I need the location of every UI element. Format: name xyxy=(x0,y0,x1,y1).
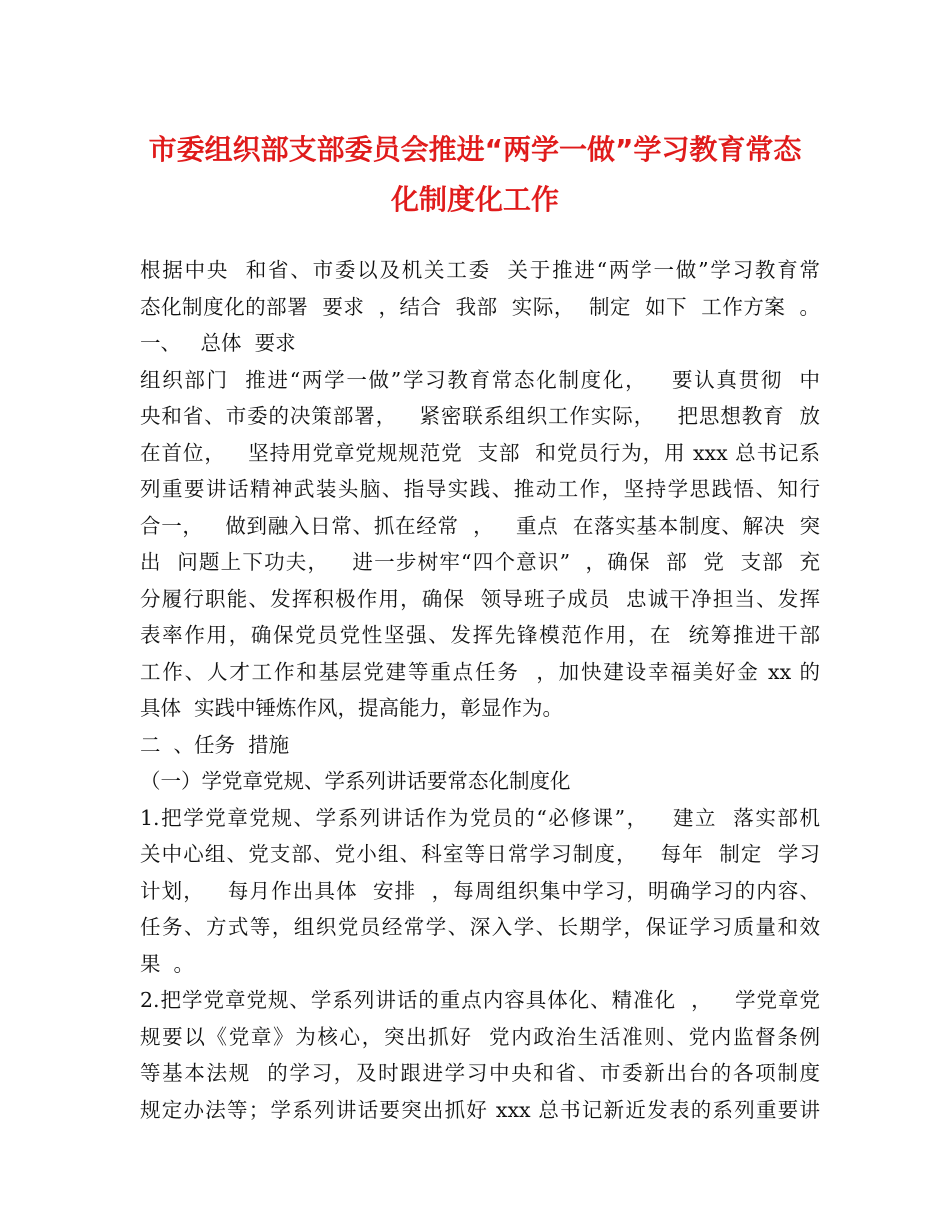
body-line: 分履行职能、发挥积极作用，确保 领导班子成员 忠诚干净担当、发挥 xyxy=(140,586,820,611)
body-line: 任务、方式等，组织党员经常学、深入学、长期学，保证学习质量和效 xyxy=(140,915,820,939)
body-line: 2.把学党章党规、学系列讲话的重点内容具体化、精准化 ， 学党章党 xyxy=(140,988,820,1012)
subsection-heading: （一）学党章党规、学系列讲话要常态化制度化 xyxy=(140,769,571,793)
body-line: 果 。 xyxy=(140,951,195,976)
body-line: 态化制度化的部署 要求 ，结合 我部 实际， 制定 如下 工作方案 。 xyxy=(140,294,820,319)
body-line: 组织部门 推进“两学一做”学习教育常态化制度化， 要认真贯彻 中 xyxy=(140,367,820,392)
body-line: 列重要讲话精神武装头脑、指导实践、推动工作，坚持学思践悟、知行 xyxy=(140,477,820,501)
body-line: 规要以《党章》为核心，突出抓好 党内政治生活准则、党内监督条例 xyxy=(140,1024,820,1049)
title-line-1: 市委组织部支部委员会推进“两学一做”学习教育常态 xyxy=(148,133,802,166)
title-line-2: 化制度化工作 xyxy=(390,183,559,216)
body-line: 规定办法等；学系列讲话要突出抓好 xxx 总书记新近发表的系列重要讲 xyxy=(140,1097,820,1122)
body-line: 等基本法规 的学习，及时跟进学习中央和省、市委新出台的各项制度 xyxy=(140,1061,820,1085)
body-line: 工作、人才工作和基层党建等重点任务 ，加快建设幸福美好金 xx 的 xyxy=(140,659,820,684)
body-line: 关中心组、党支部、党小组、科室等日常学习制度， 每年 制定 学习 xyxy=(140,842,820,866)
body-line: 在首位， 坚持用党章党规规范党 支部 和党员行为，用 xxx 总书记系 xyxy=(140,440,820,465)
document-title xyxy=(130,125,820,225)
body-line: 合一， 做到融入日常、抓在经常 ， 重点 在落实基本制度、解决 突 xyxy=(140,513,820,538)
body-line: 1.把学党章党规、学系列讲话作为党员的“必修课”， 建立 落实部机 xyxy=(140,805,820,830)
body-line: 计划， 每月作出具体 安排 ，每周组织集中学习，明确学习的内容、 xyxy=(140,878,820,903)
body-line: 央和省、市委的决策部署， 紧密联系组织工作实际， 把思想教育 放 xyxy=(140,404,820,428)
body-line: 表率作用，确保党员党性坚强、发挥先锋模范作用，在 统筹推进干部 xyxy=(140,623,820,647)
section-heading: 二 、任务 措施 xyxy=(140,732,290,757)
body-line: 出 问题上下功夫， 进一步树牢“四个意识” ，确保 部 党 支部 充 xyxy=(140,550,820,574)
body-line: 根据中央 和省、市委以及机关工委 关于推进“两学一做”学习教育常 xyxy=(140,258,820,282)
section-heading: 一、 总体 要求 xyxy=(140,331,296,355)
body-line: 具体 实践中锤炼作风，提高能力，彰显作为。 xyxy=(140,696,564,720)
document-body xyxy=(140,252,820,1128)
